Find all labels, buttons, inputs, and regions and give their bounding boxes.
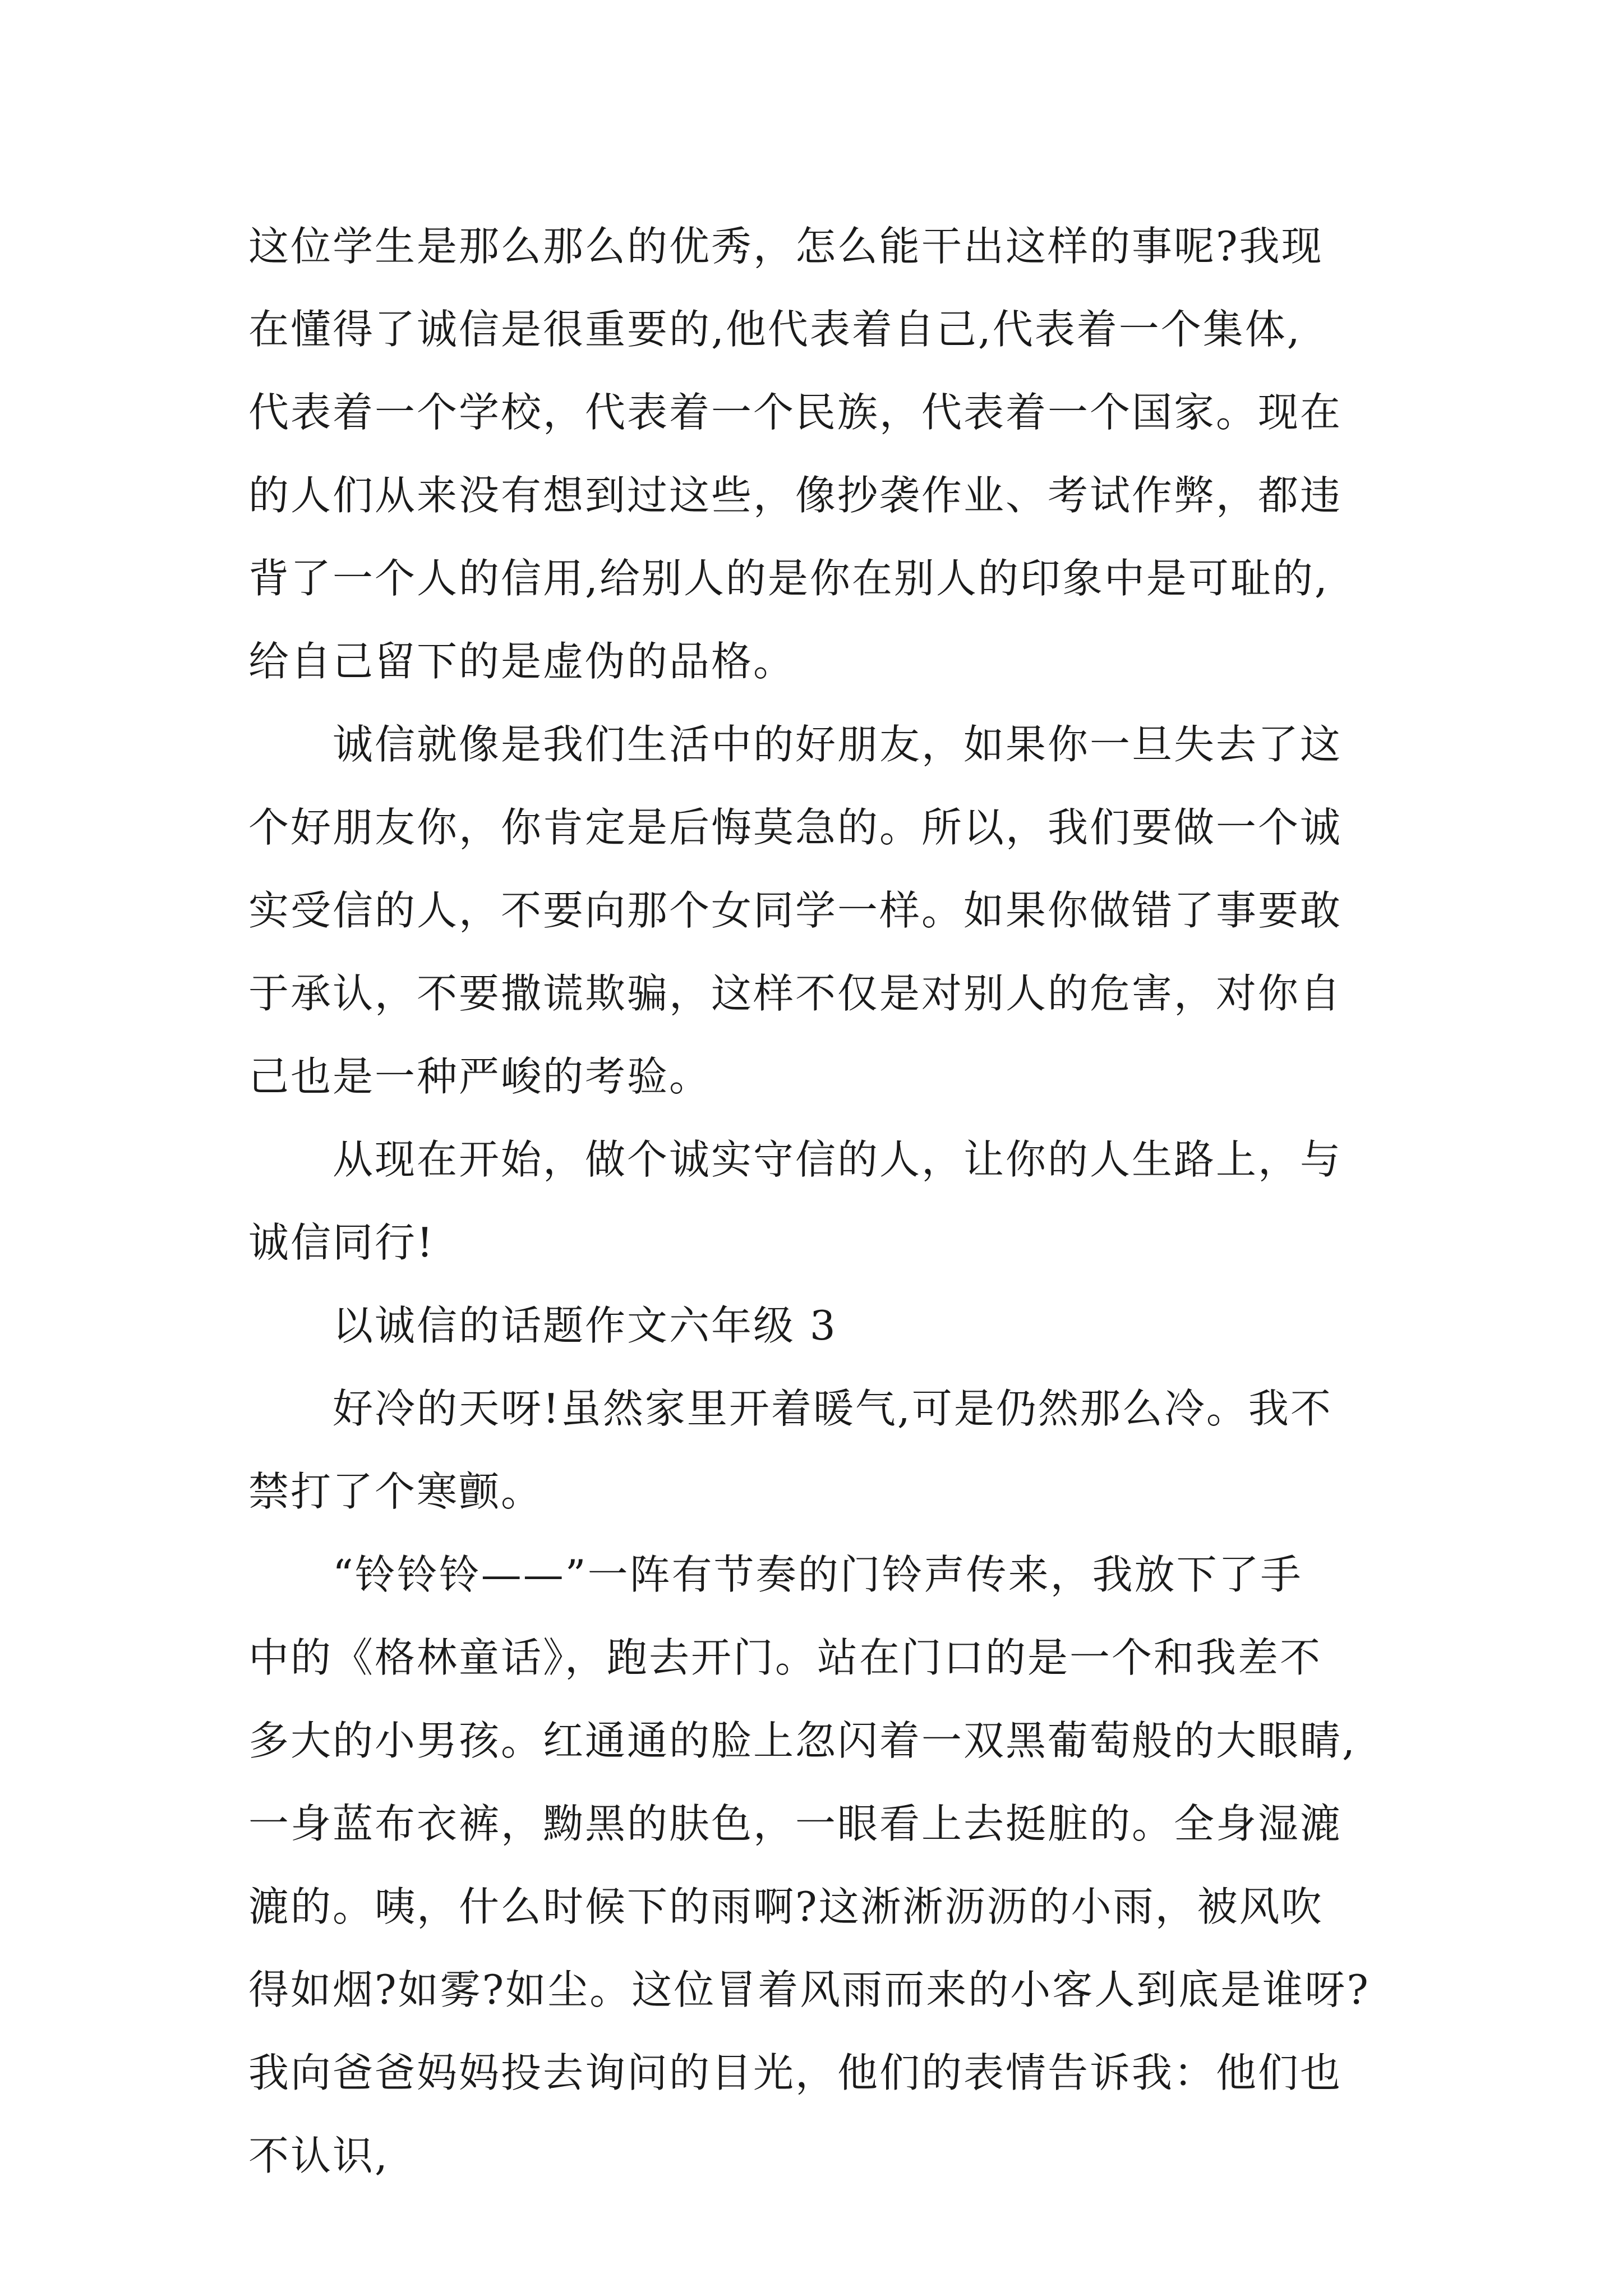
text-line: 好冷的天呀!虽然家里开着暖气,可是仍然那么冷。我不	[333, 1385, 1332, 1432]
text-line: 我向爸爸妈妈投去询问的目光，他们的表情告诉我：他们也	[248, 2049, 1343, 2096]
text-line: 禁打了个寒颤。	[248, 1468, 543, 1515]
text-line: 己也是一种严峻的考验。	[248, 1053, 712, 1100]
text-line: 给自己留下的是虚伪的品格。	[248, 638, 796, 685]
text-line: 背了一个人的信用,给别人的是你在别人的印象中是可耻的,	[248, 555, 1329, 602]
text-line: 这位学生是那么那么的优秀，怎么能干出这样的事呢?我现	[248, 223, 1324, 270]
text-line: 代表着一个学校，代表着一个民族，代表着一个国家。现在	[248, 389, 1343, 436]
text-line: 的人们从来没有想到过这些，像抄袭作业、考试作弊，都违	[248, 472, 1343, 519]
text-line: 个好朋友你，你肯定是后悔莫急的。所以，我们要做一个诚	[248, 804, 1343, 851]
text-line: 得如烟?如雾?如尘。这位冒着风雨而来的小客人到底是谁呀?	[248, 1966, 1370, 2013]
text-line: 于承认，不要撒谎欺骗，这样不仅是对别人的危害，对你自	[248, 970, 1343, 1017]
text-line: 多大的小男孩。红通通的脸上忽闪着一双黑葡萄般的大眼睛,	[248, 1717, 1357, 1764]
article-body	[248, 205, 1388, 2197]
text-line: 诚信同行!	[248, 1219, 435, 1266]
text-line: 从现在开始，做个诚实守信的人，让你的人生路上，与	[333, 1136, 1343, 1183]
text-line: 中的《格林童话》，跑去开门。站在门口的是一个和我差不	[248, 1634, 1322, 1681]
section-heading: 以诚信的话题作文六年级 3	[333, 1302, 837, 1349]
text-line: 漉的。咦，什么时候下的雨啊?这淅淅沥沥的小雨，被风吹	[248, 1883, 1324, 1930]
text-line: 实受信的人，不要向那个女同学一样。如果你做错了事要敢	[248, 887, 1343, 934]
text-line: “铃铃铃——”一阵有节奏的门铃声传来，我放下了手	[333, 1551, 1303, 1598]
text-line: 一身蓝布衣裤，黝黑的肤色，一眼看上去挺脏的。全身湿漉	[248, 1800, 1343, 1847]
text-line: 在懂得了诚信是很重要的,他代表着自己,代表着一个集体,	[248, 306, 1302, 353]
text-line: 不认识,	[248, 2132, 389, 2179]
text-line: 诚信就像是我们生活中的好朋友，如果你一旦失去了这	[333, 721, 1343, 768]
